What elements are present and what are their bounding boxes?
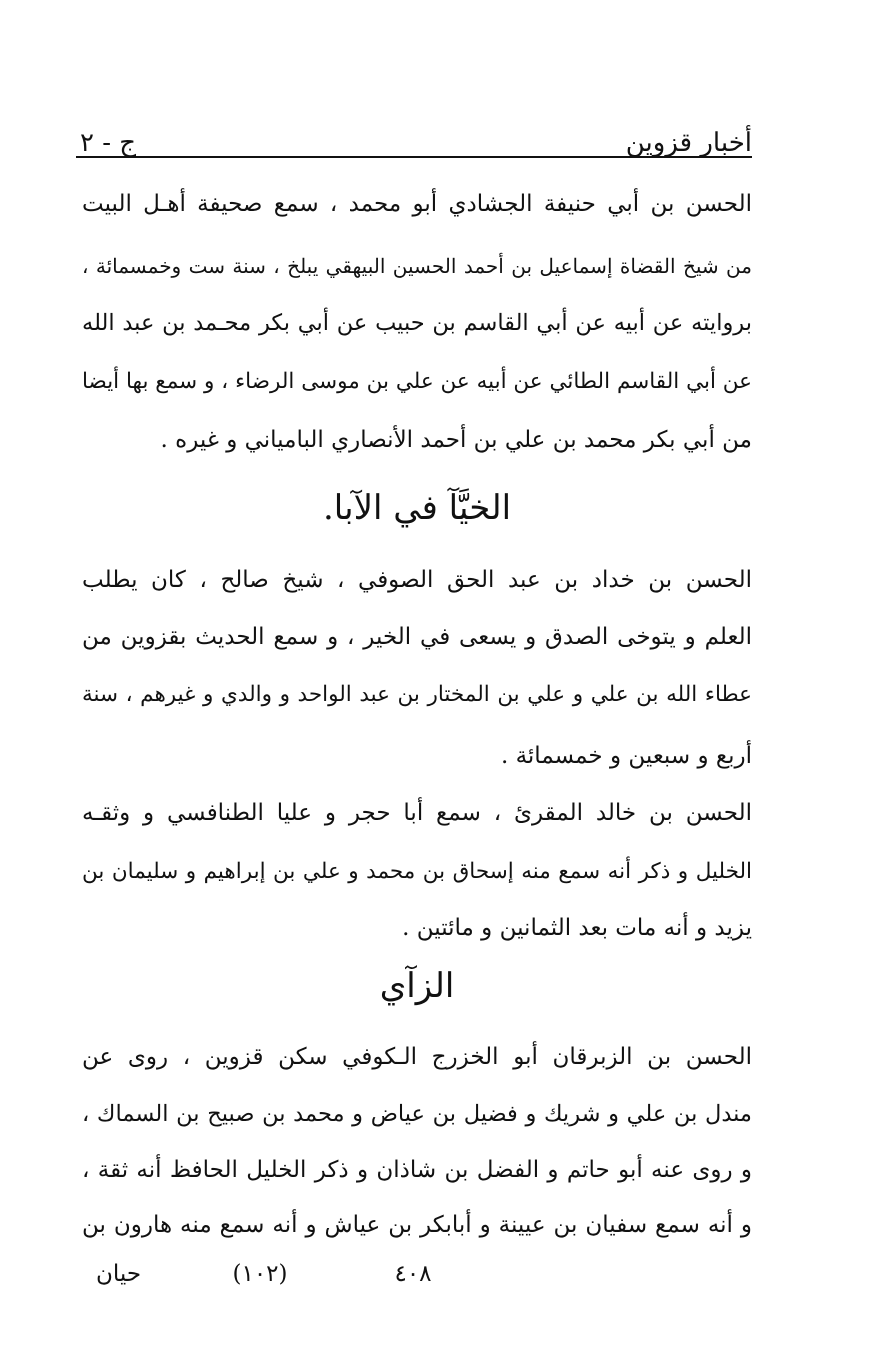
text-line: عطاء الله بن علي و علي بن المختار بن عبد الواحد و والدي و غيرهم ، سنة — [82, 682, 752, 707]
text-line: من شيخ القضاة إسماعيل بن أحمد الحسين البيهقي يبلخ ، سنة ست وخمسمائة ، — [82, 254, 752, 278]
header-rule — [76, 156, 752, 158]
text-line: عن أبي القاسم الطائي عن أبيه عن علي بن موسى الرضاء ، و سمع بها أيضا — [82, 369, 752, 394]
text-line: و روى عنه أبو حاتم و الفضل بن شاذان و ذكر الخليل الحافظ أنه ثقة ، — [82, 1157, 752, 1183]
text-line: الخليل و ذكر أنه سمع منه إسحاق بن محمد و علي بن إبراهيم و سليمان بن — [82, 859, 752, 884]
text-line: من أبي بكر محمد بن علي بن أحمد الأنصاري البامياني و غيره . — [160, 427, 752, 453]
text-line: الحسن بن الزبرقان أبو الخزرج الـكوفي سكن قزوين ، روى عن — [82, 1044, 752, 1070]
text-line: مندل بن علي و شريك و فضيل بن عياض و محمد بن صبيح بن السماك ، — [82, 1101, 752, 1127]
text-line: بروايته عن أبيه عن أبي القاسم بن حبيب عن أبي بكر محـمد بن عبد الله — [82, 310, 752, 336]
page-number: ٤٠٨ — [394, 1261, 432, 1287]
catchword: حيان — [96, 1261, 142, 1287]
text-line: العلم و يتوخى الصدق و يسعى في الخير ، و سمع الحديث بقزوين من — [82, 624, 752, 650]
text-line: و أنه سمع سفيان بن عيينة و أبابكر بن عياش و أنه سمع منه هارون بن — [82, 1212, 752, 1238]
book-title: أخبار قزوين — [625, 128, 752, 158]
print-number: (١٠٢) — [232, 1261, 288, 1287]
section-heading: الخيَّآ في الآبا. — [322, 488, 512, 528]
text-line: الحسن بن خداد بن عبد الحق الصوفي ، شيخ صالح ، كان يطلب — [82, 567, 752, 593]
section-heading: الزآي — [379, 966, 455, 1006]
text-line: الحسن بن أبي حنيفة الجشادي أبو محمد ، سمع صحيفة أهـل البيت — [82, 191, 752, 217]
text-line: الحسن بن خالد المقرئ ، سمع أبا حجر و عليا الطنافسي و وثقـه — [82, 800, 752, 826]
volume-label: ج - ٢ — [80, 128, 137, 158]
text-line: يزيد و أنه مات بعد الثمانين و مائتين . — [402, 915, 752, 941]
running-header — [80, 112, 752, 158]
text-line: أربع و سبعين و خمسمائة . — [500, 743, 752, 769]
